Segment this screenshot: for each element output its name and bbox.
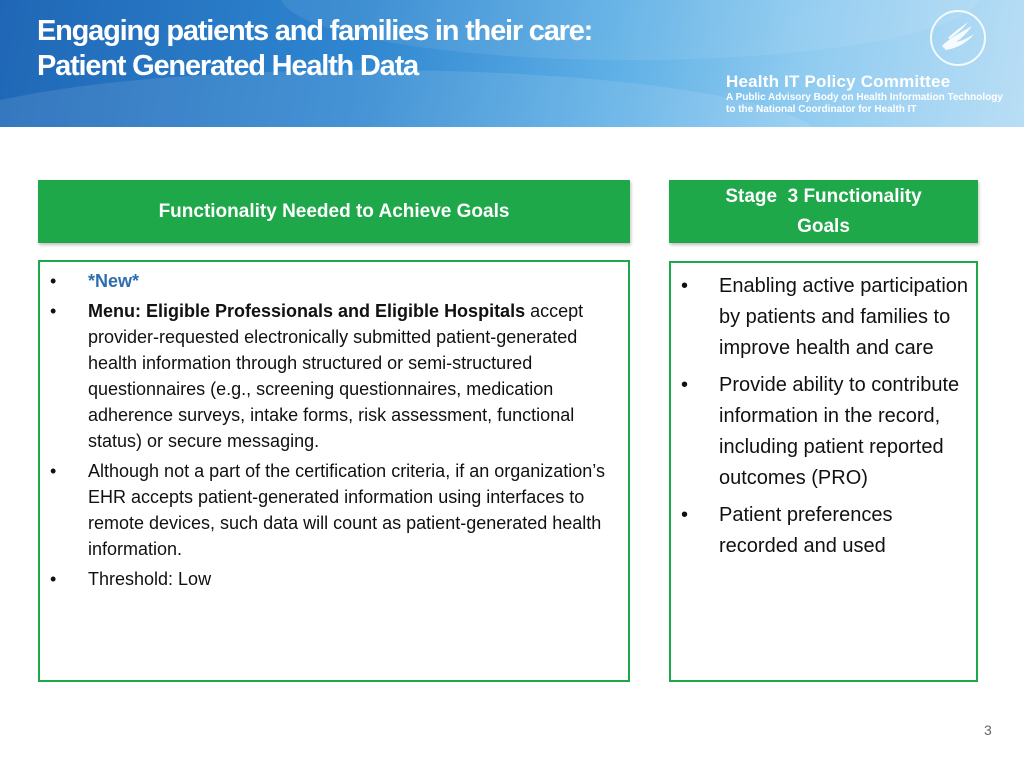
hhs-eagle-logo-icon [928,8,988,68]
title-line-2: Patient Generated Health Data [37,50,418,82]
bullet-icon: • [681,374,689,396]
bullet-icon: • [50,461,57,481]
new-tag: *New* [88,271,140,291]
right-heading-line-2: Goals [797,215,850,237]
org-subtitle-1: A Public Advisory Body on Health Information Technology [726,92,1003,103]
list-item-text: Enabling active participation by patients and families to improve health and care [719,275,969,359]
org-name: Health IT Policy Committee [726,72,951,91]
list-item [681,271,971,364]
list-item-text: Patient preferences recorded and used [719,504,893,557]
threshold-text: Threshold: Low [88,569,212,589]
right-bullet-list [681,271,971,568]
bullet-icon: • [681,504,689,526]
list-item [50,458,610,562]
bullet-icon: • [50,271,57,291]
list-item [50,566,610,592]
menu-description: accept provider-requested electronically submitted patient-generated health information through structured or semi-structured questionnaires (e.g., screening questionnaires, medication adherence surveys, intake forms, risk assessment, functional status) or secure messaging. [88,301,584,451]
menu-heading: Menu: Eligible Professionals and Eligible Hospitals [88,301,526,321]
list-item [50,268,610,294]
left-bullet-list [50,268,610,596]
right-box-heading [669,180,978,243]
list-item-text: Although not a part of the certification criteria, if an organization’s EHR accepts patient-generated information using interfaces to remote devices, such data will count as patient-generated health information. [88,461,605,559]
bullet-icon: • [50,569,57,589]
list-item [50,298,610,454]
list-item [681,370,971,494]
bullet-icon: • [50,301,57,321]
bullet-icon: • [681,275,689,297]
title-line-1: Engaging patients and families in their care: [37,15,593,47]
left-box-heading: Functionality Needed to Achieve Goals [38,180,630,243]
slide-header [0,0,1024,127]
org-block [726,72,1003,116]
slide-title [37,14,592,84]
page-number: 3 [984,722,992,738]
right-heading-line-1: Stage 3 Functionality [725,185,922,207]
org-subtitle-2: to the National Coordinator for Health IT [726,104,917,115]
list-item-text: Provide ability to contribute information in the record, including patient reported outcomes (PRO) [719,374,960,489]
list-item [681,500,971,562]
right-content-panel [669,261,978,682]
left-content-panel [38,260,630,682]
